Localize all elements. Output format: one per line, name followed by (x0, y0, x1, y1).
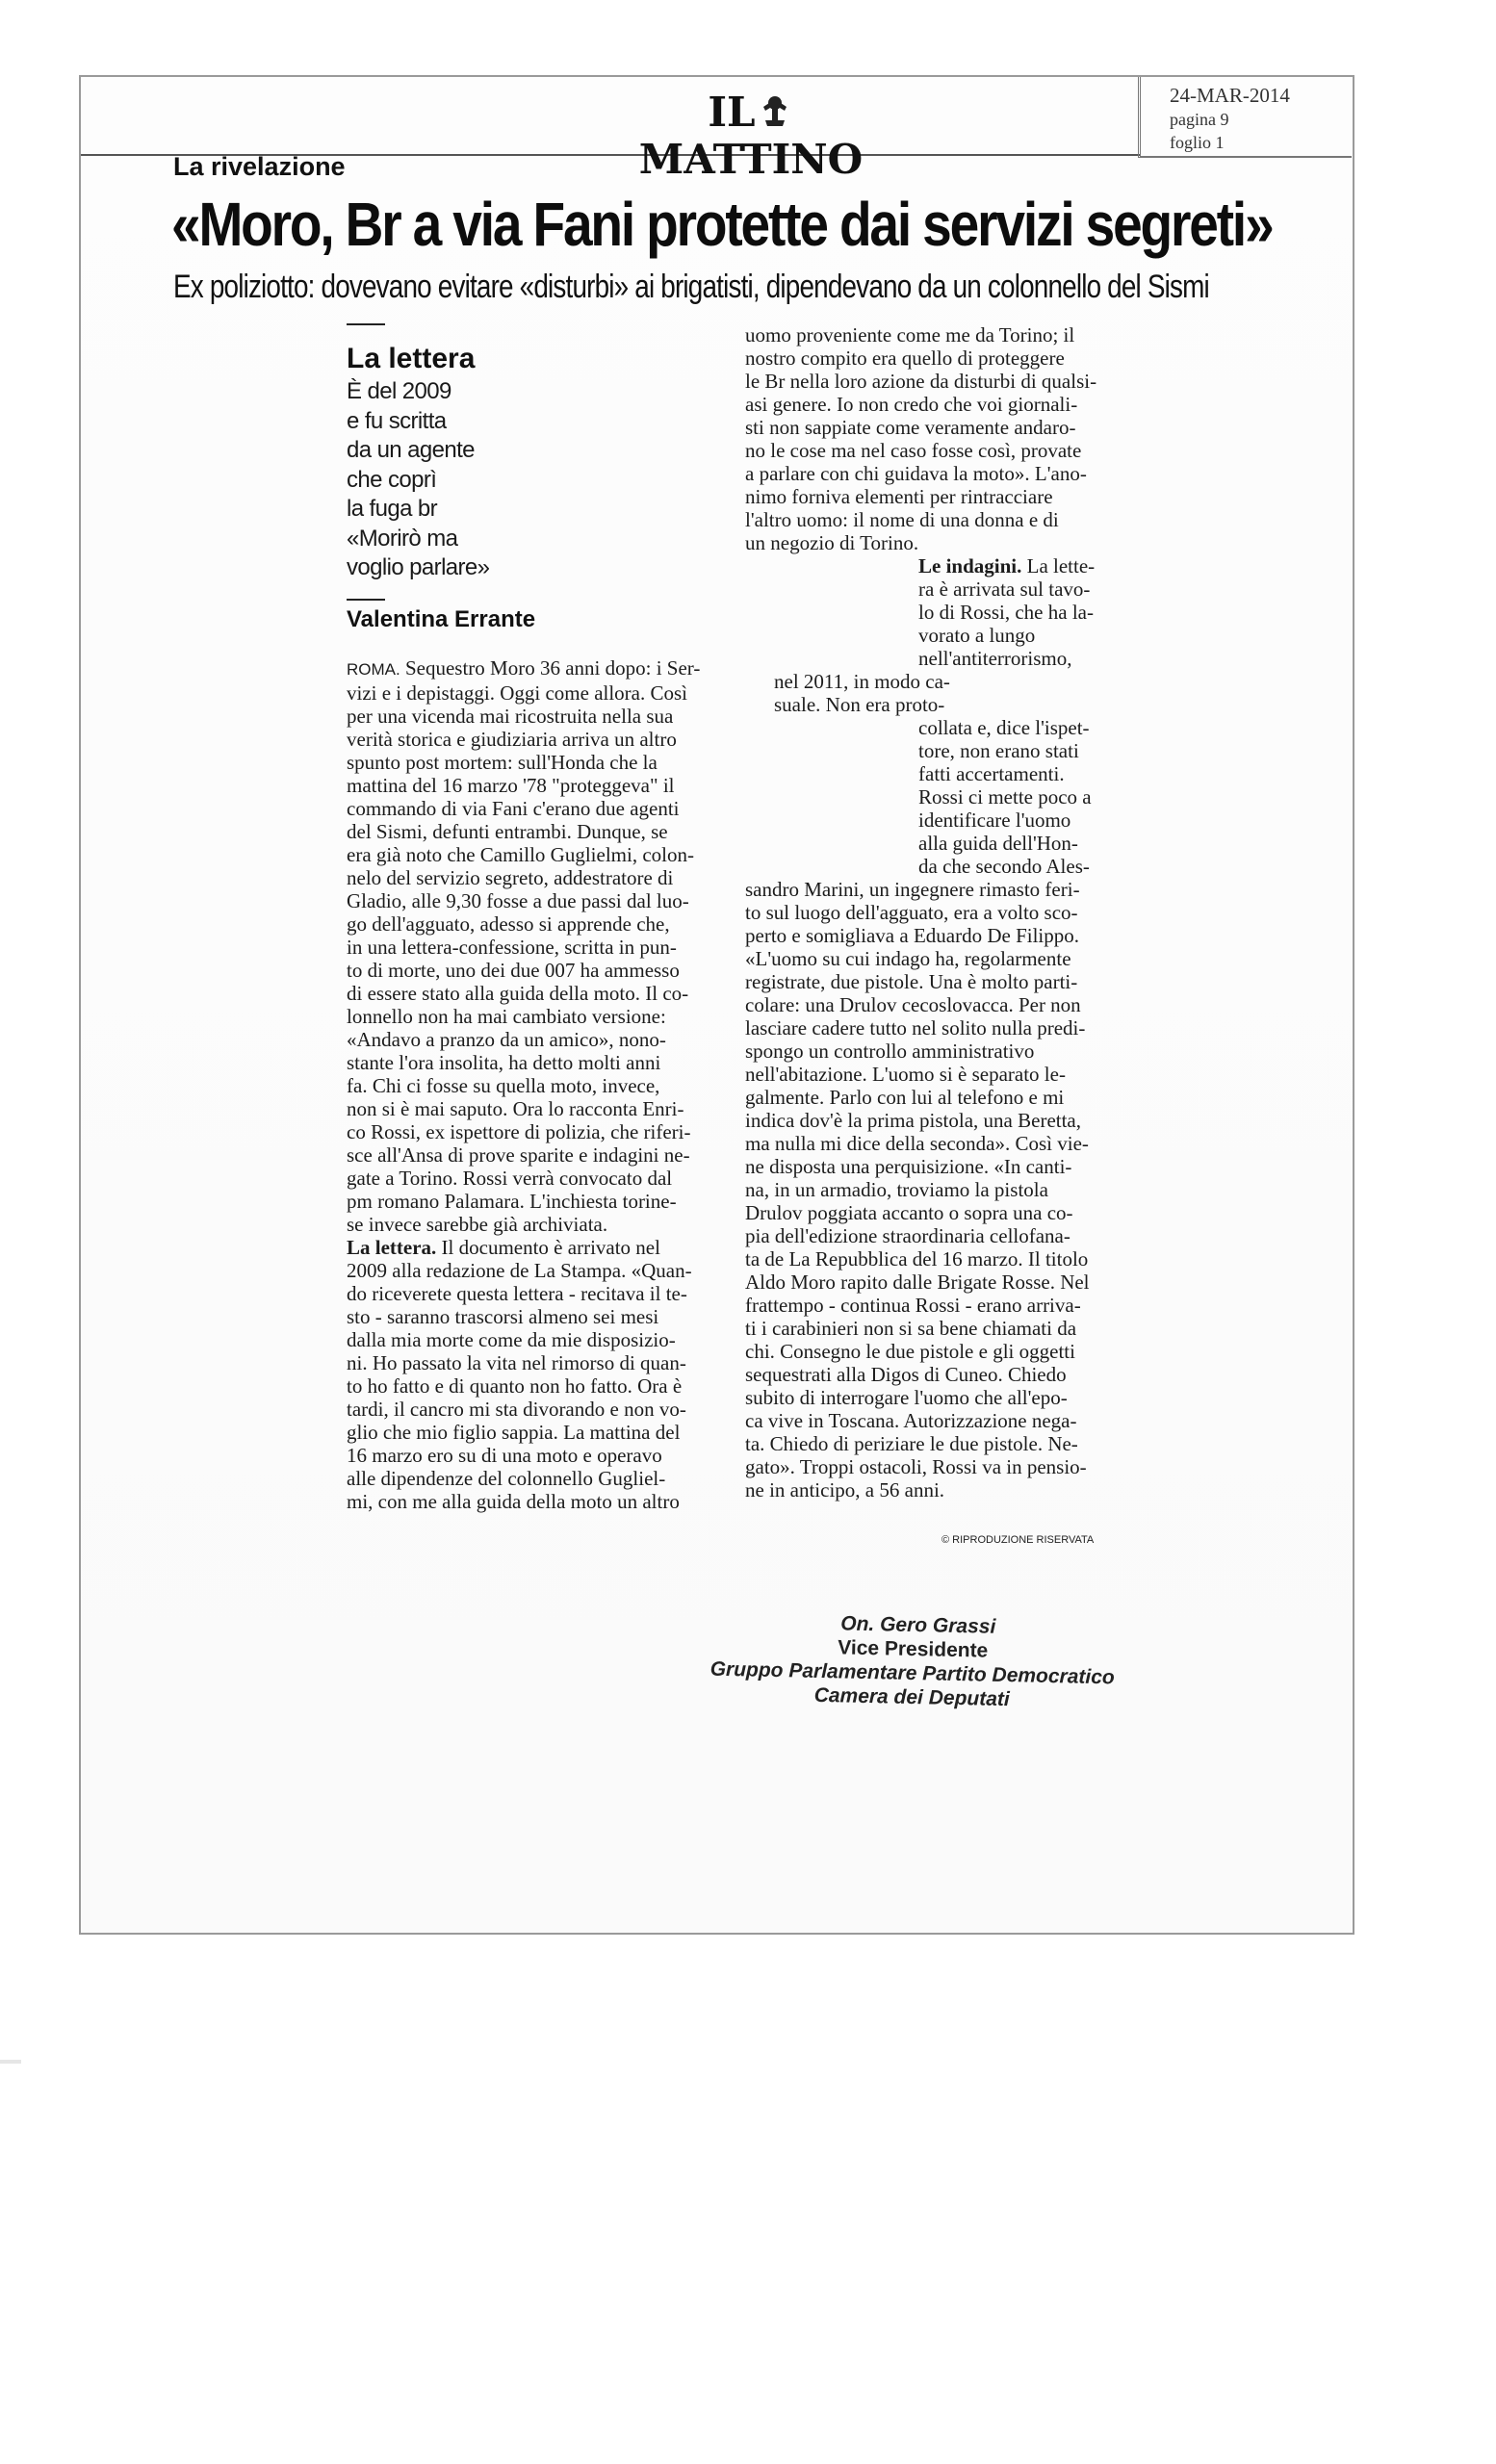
article-line: commando di via Fani c'erano due agenti (347, 797, 680, 820)
sidebar-line: e fu scritta (347, 407, 447, 434)
article-line: uomo proveniente come me da Torino; il (745, 323, 1075, 346)
article-line: le Br nella loro azione da disturbi di qualsi- (745, 370, 1097, 393)
date-label: 24-MAR-2014 (1170, 84, 1290, 107)
article-line: in una lettera-confessione, scritta in pun- (347, 936, 677, 959)
article-line: 2009 alla redazione de La Stampa. «Quan- (347, 1259, 692, 1282)
article-line: galmente. Parlo con lui al telefono e mi (745, 1086, 1065, 1109)
article-line: no le cose ma nel caso fosse così, provate (745, 439, 1082, 462)
signature-role: Vice Presidente (838, 1636, 989, 1662)
sidebar-line: voglio parlare» (347, 554, 490, 580)
subheadline: Ex poliziotto: dovevano evitare «disturbi» ai brigatisti, dipendevano da un colonnello del Sismi (173, 269, 1209, 305)
article-line: chi. Consegno le due pistole e gli oggetti (745, 1340, 1075, 1363)
sidebar-title: La lettera (347, 343, 476, 374)
newspaper-masthead (597, 89, 905, 183)
article-line: asi genere. Io non credo che voi giornali- (745, 393, 1078, 416)
article-line: Gladio, alle 9,30 fosse a due passi dal luo- (347, 889, 689, 912)
article-line: na, in un armadio, troviamo la pistola (745, 1178, 1048, 1201)
article-line: subito di interrogare l'uomo che all'epo- (745, 1386, 1068, 1409)
article-line: per una vicenda mai ricostruita nella sua (347, 705, 674, 728)
author-byline: Valentina Errante (347, 606, 536, 632)
article-line: tore, non erano stati (918, 739, 1079, 762)
sidebar-line: È del 2009 (347, 378, 451, 404)
article-line: da che secondo Ales- (918, 855, 1090, 878)
article-line: a parlare con chi guidava la moto». L'ano- (745, 462, 1087, 485)
article-line: mi, con me alla guida della moto un altro (347, 1490, 680, 1513)
article-line: fa. Chi ci fosse su quella moto, invece, (347, 1074, 660, 1097)
article-line: ti i carabinieri non si sa bene chiamati da (745, 1317, 1077, 1340)
article-line: nimo forniva elementi per rintracciare (745, 485, 1053, 508)
article-line: nostro compito era quello di proteggere (745, 346, 1065, 370)
article-line: lasciare cadere tutto nel solito nulla predi- (745, 1016, 1086, 1040)
article-line: gate a Torino. Rossi verrà convocato dal (347, 1167, 673, 1190)
article-column-1 (347, 656, 705, 1513)
masthead-il: IL (708, 89, 756, 136)
article-line: ta de La Repubblica del 16 marzo. Il titolo (745, 1247, 1089, 1270)
article-line: Drulov poggiata accanto o sopra una co- (745, 1201, 1073, 1224)
article-line: colare: una Drulov cecoslovacca. Per non (745, 993, 1081, 1016)
article-line: suale. Non era proto- (774, 693, 945, 716)
article-line: alla guida dell'Hon- (918, 832, 1078, 855)
article-line: do riceverete questa lettera - recitava il te- (347, 1282, 687, 1305)
article-line: sandro Marini, un ingegnere rimasto feri- (745, 878, 1080, 901)
article-line: spongo un controllo amministrativo (745, 1040, 1035, 1063)
article-line: collata e, dice l'ispet- (918, 716, 1090, 739)
article-line: to sul luogo dell'agguato, era a volto sco- (745, 901, 1078, 924)
author-rule (347, 599, 385, 601)
article-line: di essere stato alla guida della moto. Il co- (347, 982, 689, 1005)
sidebar-text (347, 377, 578, 583)
article-line: tardi, il cancro mi sta divorando e non vo- (347, 1398, 686, 1421)
article-line: nell'antiterrorismo, (918, 647, 1072, 670)
article-line: vizi e i depistaggi. Oggi come allora. Così (347, 681, 688, 705)
article-line: «Andavo a pranzo da un amico», nono- (347, 1028, 666, 1051)
article-line: to ho fatto e di quanto non ho fatto. Ora è (347, 1374, 683, 1398)
article-line: Aldo Moro rapito dalle Brigate Rosse. Nel (745, 1270, 1090, 1294)
article-line: ni. Ho passato la vita nel rimorso di quan- (347, 1351, 686, 1374)
article-line: del Sismi, defunti entrambi. Dunque, se (347, 820, 668, 843)
sidebar-top-rule (347, 323, 385, 325)
article-line: ca vive in Toscana. Autorizzazione nega- (745, 1409, 1077, 1432)
article-line: «L'uomo su cui indago ha, regolarmente (745, 947, 1071, 970)
scan-edge-mark (0, 2060, 21, 2064)
article-column-2 (745, 323, 1103, 1502)
masthead-emblem-icon (758, 91, 792, 130)
article-line: sti non sappiate come veramente andaro- (745, 416, 1076, 439)
article-line: ne in anticipo, a 56 anni. (745, 1478, 945, 1502)
signature-group: Gruppo Parlamentare Partito Democratico (709, 1657, 1115, 1689)
article-line: ta. Chiedo di periziare le due pistole. Ne- (745, 1432, 1078, 1455)
article-line: vorato a lungo (918, 624, 1036, 647)
date-box (1138, 77, 1352, 158)
article-line: gato». Troppi ostacoli, Rossi va in pensio- (745, 1455, 1087, 1478)
article-line: lonnello non ha mai cambiato versione: (347, 1005, 666, 1028)
article-line: era già noto che Camillo Guglielmi, colon- (347, 843, 694, 866)
article-line: non si è mai saputo. Ora lo racconta Enri- (347, 1097, 684, 1120)
headline: «Moro, Br a via Fani protette dai servizi segreti» (171, 190, 1273, 259)
article-line: sto - saranno trascorsi almeno sei mesi (347, 1305, 659, 1328)
sheet-label: foglio 1 (1170, 133, 1225, 152)
article-line: identificare l'uomo (918, 808, 1071, 832)
article-line: dalla mia morte come da mie disposizio- (347, 1328, 676, 1351)
page-label: pagina 9 (1170, 110, 1229, 129)
article-line: stante l'ora insolita, ha detto molti anni (347, 1051, 661, 1074)
article-line: frattempo - continua Rossi - erano arriva- (745, 1294, 1081, 1317)
article-line: se invece sarebbe già archiviata. (347, 1213, 608, 1236)
signature-stamp (700, 1608, 1125, 1713)
article-line: mattina del 16 marzo '78 "proteggeva" il (347, 774, 675, 797)
article-line: pia dell'edizione straordinaria cellofana- (745, 1224, 1070, 1247)
article-line: Le indagini. La lette- (918, 554, 1096, 578)
article-line: ma nulla mi dice della seconda». Così vie- (745, 1132, 1089, 1155)
article-line: sce all'Ansa di prove sparite e indagini ne- (347, 1143, 690, 1167)
sidebar-line: da un agente (347, 437, 475, 463)
article-line: to di morte, uno dei due 007 ha ammesso (347, 959, 680, 982)
article-line: nell'abitazione. L'uomo si è separato le- (745, 1063, 1066, 1086)
article-line: nel 2011, in modo ca- (774, 670, 950, 693)
sidebar-line: «Morirò ma (347, 525, 458, 552)
article-line: alle dipendenze del colonnello Gugliel- (347, 1467, 666, 1490)
article-line: pm romano Palamara. L'inchiesta torine- (347, 1190, 677, 1213)
signature-name: On. Gero Grassi (840, 1612, 996, 1638)
article-line: go dell'agguato, adesso si apprende che, (347, 912, 670, 936)
article-line: registrate, due pistole. Una è molto parti- (745, 970, 1078, 993)
article-line: glio che mio figlio sappia. La mattina del (347, 1421, 681, 1444)
article-line: ra è arrivata sul tavo- (918, 578, 1091, 601)
article-line: spunto post mortem: sull'Honda che la (347, 751, 658, 774)
article-line: l'altro uomo: il nome di una donna e di (745, 508, 1059, 531)
article-line: ROMA. Sequestro Moro 36 anni dopo: i Ser- (347, 656, 701, 680)
article-line: co Rossi, ex ispettore di polizia, che riferi- (347, 1120, 691, 1143)
kicker: La rivelazione (173, 152, 346, 181)
masthead-mattino: MATTINO (638, 136, 864, 183)
article-line: ne disposta una perquisizione. «In canti- (745, 1155, 1072, 1178)
article-line: La lettera. Il documento è arrivato nel (347, 1236, 660, 1259)
article-line: fatti accertamenti. (918, 762, 1065, 785)
article-line: sequestrati alla Digos di Cuneo. Chiedo (745, 1363, 1067, 1386)
article-line: lo di Rossi, che ha la- (918, 601, 1094, 624)
sidebar-line: che coprì (347, 466, 437, 493)
article-line: un negozio di Torino. (745, 531, 919, 554)
article-line: nelo del servizio segreto, addestratore di (347, 866, 674, 889)
sidebar-line: la fuga br (347, 496, 438, 522)
article-line: perto e somigliava a Eduardo De Filippo. (745, 924, 1080, 947)
article-line: verità storica e giudiziaria arriva un altro (347, 728, 677, 751)
article-line: indica dov'è la prima pistola, una Beretta, (745, 1109, 1082, 1132)
article-line: 16 marzo ero su di una moto e operavo (347, 1444, 662, 1467)
signature-chamber: Camera dei Deputati (813, 1683, 1010, 1711)
article-line: Rossi ci mette poco a (918, 785, 1092, 808)
copyright-notice: © RIPRODUZIONE RISERVATA (941, 1534, 1095, 1546)
